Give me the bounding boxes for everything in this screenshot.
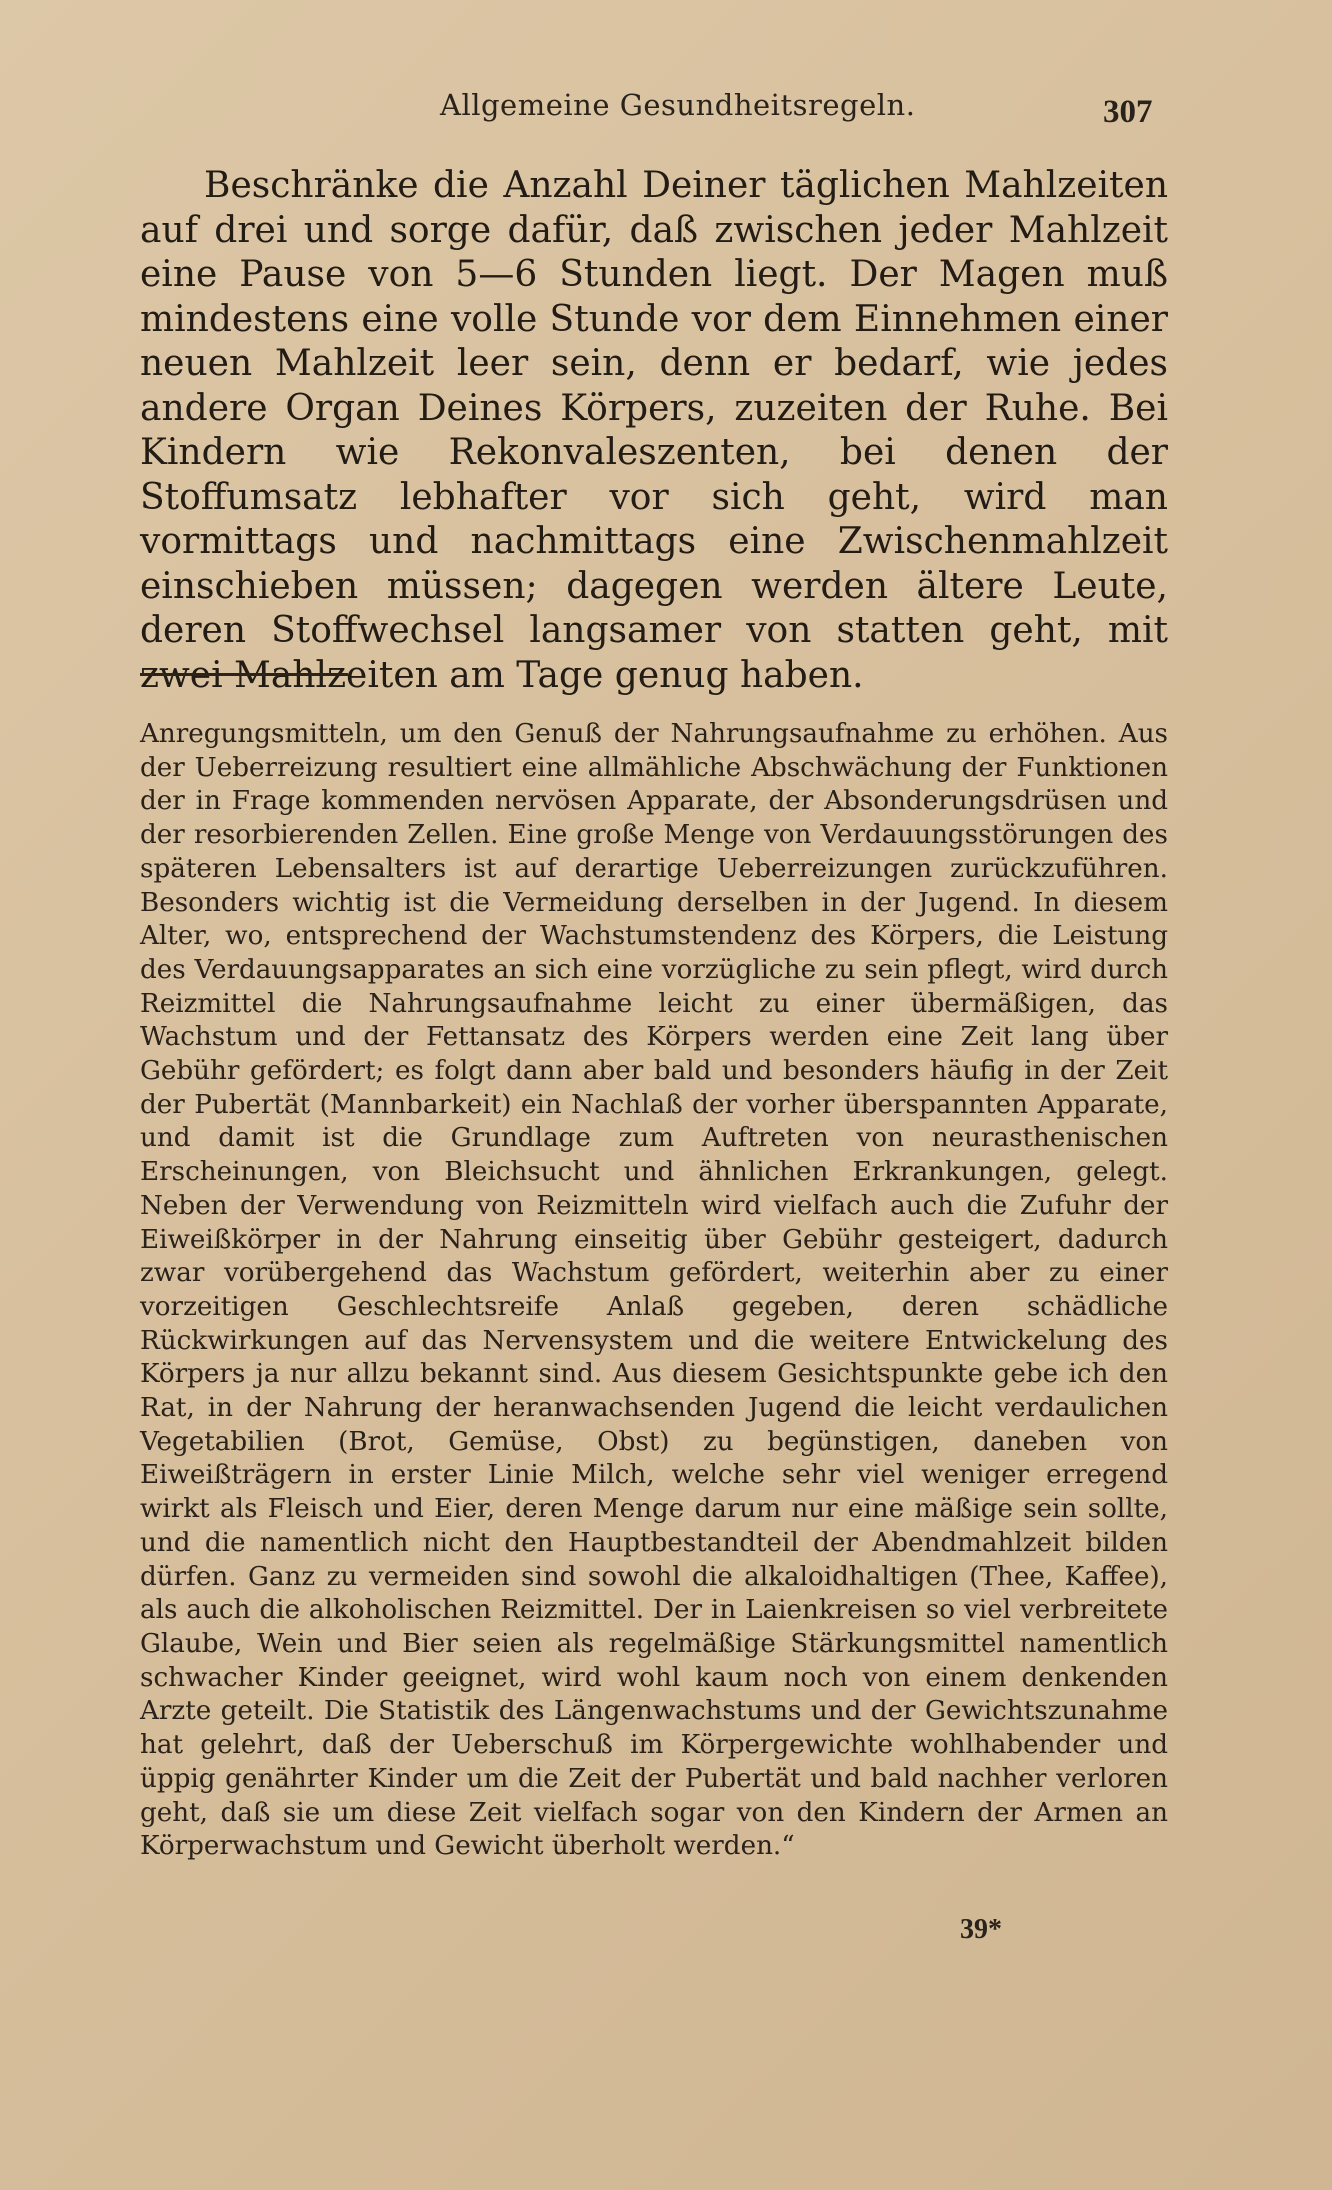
running-title: Allgemeine Gesundheitsregeln.: [440, 88, 916, 122]
printer-signature: 39*: [960, 1914, 1002, 1945]
footnote-text: Anregungsmitteln, um den Genuß der Nahrungsaufnahme zu erhöhen. Aus der Ueberreizung resultiert eine allmähliche Abschwächung der Funktionen der in Frage kommenden nervösen Apparate, der Absonderungsdrüsen und der resorbierenden Zellen. Eine große Menge von Verdauungsstörungen des späteren Lebensalters ist auf derartige Ueberreizungen zurückzuführen. Besonders wichtig ist die Vermeidung derselben in der Jugend. In diesem Alter, wo, entsprechend der Wachstumstendenz des Körpers, die Leistung des Verdauungsapparates an sich eine vorzügliche zu sein pflegt, wird durch Reizmittel die Nahrungsaufnahme leicht zu einer übermäßigen, das Wachstum und der Fettansatz des Körpers werden eine Zeit lang über Gebühr gefördert; es folgt dann aber bald und besonders häufig in der Zeit der Pubertät (Mannbarkeit) ein Nachlaß der vorher überspannten Apparate, und damit ist die Grundlage zum Auftreten von neurasthenischen Erscheinungen, von Bleichsucht und ähnlichen Erkrankungen, gelegt. Neben der Verwendung von Reizmitteln wird vielfach auch die Zufuhr der Eiweißkörper in der Nahrung einseitig über Gebühr gesteigert, dadurch zwar vorübergehend das Wachstum gefördert, weiterhin aber zu einer vorzeitigen Geschlechtsreife Anlaß gegeben, deren schädliche Rückwirkungen auf das Nervensystem und die weitere Entwickelung des Körpers ja nur allzu bekannt sind. Aus diesem Gesichtspunkte gebe ich den Rat, in der Nahrung der heranwachsenden Jugend die leicht verdaulichen Vegetabilien (Brot, Gemüse, Obst) zu begünstigen, daneben von Eiweißträgern in erster Linie Milch, welche sehr viel weniger erregend wirkt als Fleisch und Eier, deren Menge darum nur eine mäßige sein sollte, und die namentlich nicht den Hauptbestandteil der Abendmahlzeit bilden dürfen. Ganz zu vermeiden sind sowohl die alkaloidhaltigen (Thee, Kaffee), als auch die alkoholischen Reizmittel. Der in Laienkreisen so viel verbreitete Glaube, Wein und Bier seien als regelmäßige Stärkungsmittel namentlich schwacher Kinder geeignet, wird wohl kaum noch von einem denkenden Arzte geteilt. Die Statistik des Längenwachstums und der Gewichtszunahme hat gelehrt, daß der Ueberschuß im Körpergewichte wohlhabender und üppig genährter Kinder um die Zeit der Pubertät und bald nachher verloren geht, daß sie um diese Zeit vielfach sogar von den Kindern der Armen an Körperwachstum und Gewicht überholt werden.“: [140, 719, 1168, 1862]
footnote-divider: [140, 673, 348, 676]
main-paragraph: Beschränke die Anzahl Deiner täglichen Mahlzeiten auf drei und sorge dafür, daß zwischen jeder Mahlzeit eine Pause von 5—6 Stunden liegt. Der Magen muß mindestens eine volle Stunde vor dem Einnehmen einer neuen Mahlzeit leer sein, denn er bedarf, wie jedes andere Organ Deines Körpers, zuzeiten der Ruhe. Bei Kindern wie Rekonvaleszenten, bei denen der Stoffumsatz lebhafter vor sich geht, wird man vormittags und nachmittags eine Zwischenmahlzeit einschieben müssen; dagegen werden ältere Leute, deren Stoffwechsel langsamer von statten geht, mit zwei Mahlzeiten am Tage genug haben.: [140, 165, 1168, 696]
page-number: 307: [1103, 94, 1153, 130]
